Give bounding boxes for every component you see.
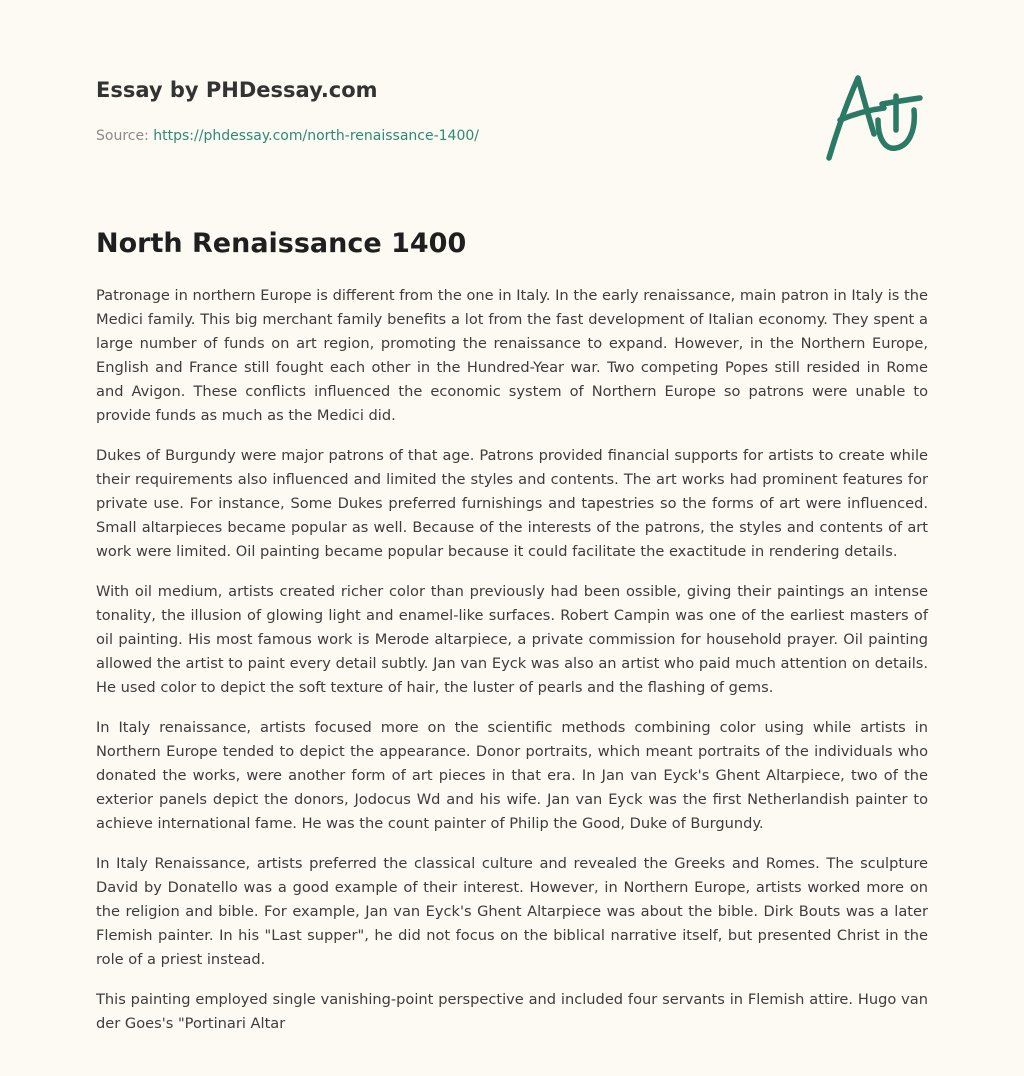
body-paragraph: With oil medium, artists created richer color than previously had been ossible, giving their paintings an intense tonality, the illusion of glowing light and enamel-like surfaces. Robert Campin was one of the earliest masters of oil painting. His most famous work is Merode altarpiece, a private commission for household prayer. Oil painting allowed the artist to paint every detail subtly. Jan van Eyck was also an artist who paid much attention on details. He used color to depict the soft texture of hair, the luster of pearls and the flashing of gems. — [96, 583, 928, 696]
body-paragraph: Patronage in northern Europe is different from the one in Italy. In the early renaissance, main patron in Italy is the Medici family. This big merchant family benefits a lot from the fast development of Italian economy. They spent a large number of funds on art region, promoting the renaissance to expand. However, in the Northern Europe, English and France still fought each other in the Hundred-Year war. Two competing Popes still resided in Rome and Avigon. These conflicts influenced the economic system of Northern Europe so patrons were unable to provide funds as much as the Medici did. — [96, 287, 928, 424]
source-link[interactable]: https://phdessay.com/north-renaissance-1400/ — [153, 128, 479, 144]
site-title: Essay by PHDessay.com — [96, 78, 378, 102]
source-label: Source: — [96, 128, 154, 144]
source-line — [96, 126, 716, 146]
body-paragraph: This painting employed single vanishing-point perspective and included four servants in Flemish attire. Hugo van der Goes's "Portinari Altar — [96, 991, 928, 1032]
page-header — [96, 76, 716, 146]
body-paragraph: In Italy Renaissance, artists preferred the classical culture and revealed the Greeks and Romes. The sculpture David by Donatello was a good example of their interest. However, in Northern Europe, artists worked more on the religion and bible. For example, Jan van Eyck's Ghent Altarpiece was about the bible. Dirk Bouts was a later Flemish painter. In his "Last supper", he did not focus on the biblical narrative itself, but presented Christ in the role of a priest instead. — [96, 855, 928, 968]
body-paragraph: Dukes of Burgundy were major patrons of that age. Patrons provided financial supports for artists to create while their requirements also influenced and limited the styles and contents. The art works had prominent features for private use. For instance, Some Dukes preferred furnishings and tapestries so the forms of art were influenced. Small altarpieces became popular as well. Because of the interests of the patrons, the styles and contents of art work were limited. Oil painting became popular because it could facilitate the exactitude in rendering details. — [96, 447, 928, 560]
document-body — [96, 284, 928, 1052]
a-plus-grade-icon — [820, 66, 930, 166]
body-paragraph: In Italy renaissance, artists focused more on the scientific methods combining color using while artists in Northern Europe tended to depict the appearance. Donor portraits, which meant portraits of the individuals who donated the works, were another form of art pieces in that era. In Jan van Eyck's Ghent Altarpiece, two of the exterior panels depict the donors, Jodocus Wd and his wife. Jan van Eyck was the first Netherlandish painter to achieve international fame. He was the count painter of Philip the Good, Duke of Burgundy. — [96, 719, 928, 832]
document-title: North Renaissance 1400 — [96, 228, 467, 259]
